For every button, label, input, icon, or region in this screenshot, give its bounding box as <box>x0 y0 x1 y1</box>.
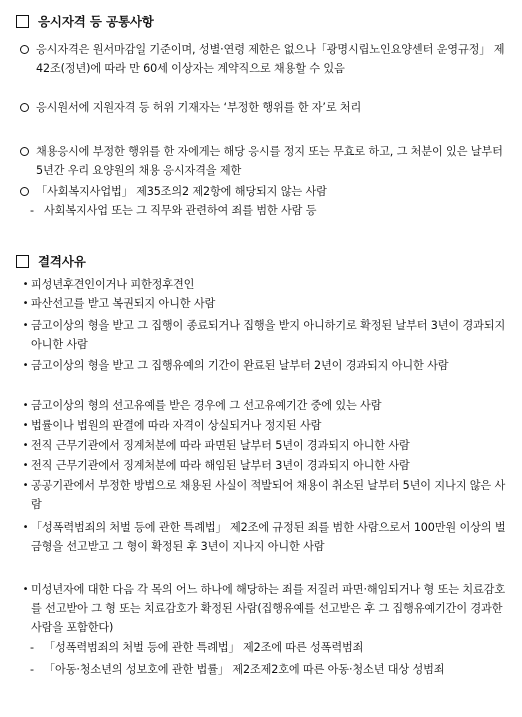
list-item: • 미성년자에 대한 다음 각 목의 어느 하나에 해당하는 죄를 저질러 파면·해임되거나 형 또는 치료감호를 선고받아 그 형 또는 치료감호가 확정된 사람(집행유예를 선고받은 후 그 집행유예기간이 경과한 사람을 포함한다) <box>20 580 508 637</box>
list-item: • 공공기관에서 부정한 방법으로 채용된 사실이 적발되어 채용이 취소된 날부터 5년이 지나지 않은 사람 <box>20 476 508 514</box>
list-item: 「사회복지사업법」 제35조의2 제2항에 해당되지 않는 사람 <box>20 182 508 201</box>
section-title: 결격사유 <box>38 254 86 269</box>
section-heading-common <box>16 12 154 30</box>
sub-list-item: - 「성폭력범죄의 처벌 등에 관한 특례법」 제2조에 따른 성폭력범죄 <box>30 638 508 657</box>
list-item: 응시원서에 지원자격 등 허위 기재자는 ‘부정한 행위를 한 자’로 처리 <box>20 98 508 117</box>
list-item: • 금고이상의 형을 받고 그 집행이 종료되거나 집행을 받지 아니하기로 확정된 날부터 3년이 경과되지 아니한 사람 <box>20 316 508 354</box>
list-item: • 법률이나 법원의 판결에 따라 자격이 상실되거나 정지된 사람 <box>20 416 508 435</box>
dot-bullet-icon: • <box>22 320 29 331</box>
sub-list-item: - 「아동·청소년의 성보호에 관한 법률」 제2조제2호에 따른 아동·청소년 대상 성범죄 <box>30 660 508 679</box>
list-item: • 금고이상의 형의 선고유예를 받은 경우에 그 선고유예기간 중에 있는 사람 <box>20 396 508 415</box>
list-item: 응시자격은 원서마감일 기준이며, 성별·연령 제한은 없으나「광명시립노인요양센터 운영규정」 제42조(정년)에 따라 만 60세 이상자는 계약직으로 채용할 수 있음 <box>20 40 508 78</box>
circle-bullet-icon <box>20 103 29 112</box>
dot-bullet-icon: • <box>22 360 29 371</box>
list-item: • 금고이상의 형을 받고 그 집행유예의 기간이 완료된 날부터 2년이 경과되지 아니한 사람 <box>20 356 508 375</box>
dot-bullet-icon: • <box>22 480 29 491</box>
circle-bullet-icon <box>20 147 29 156</box>
circle-bullet-icon <box>20 187 29 196</box>
dot-bullet-icon: • <box>22 420 29 431</box>
dot-bullet-icon: • <box>22 279 29 290</box>
sub-list-item: - 사회복지사업 또는 그 직무와 관련하여 죄를 범한 사람 등 <box>30 201 508 220</box>
dot-bullet-icon: • <box>22 400 29 411</box>
list-item: • 전직 근무기관에서 징계처분에 따라 파면된 날부터 5년이 경과되지 아니한 사람 <box>20 436 508 455</box>
list-item: • 피성년후견인이거나 피한정후견인 <box>20 275 508 294</box>
section-heading-disqualification <box>16 252 86 270</box>
dot-bullet-icon: • <box>22 584 29 595</box>
list-item: • 「성폭력범죄의 처벌 등에 관한 특례법」 제2조에 규정된 죄를 범한 사람으로서 100만원 이상의 벌금형을 선고받고 그 형이 확정된 후 3년이 지나지 아니한 사람 <box>20 518 508 556</box>
dot-bullet-icon: • <box>22 298 29 309</box>
list-item: • 파산선고를 받고 복권되지 아니한 사람 <box>20 294 508 313</box>
checkbox-icon <box>16 15 29 28</box>
list-item: 채용응시에 부정한 행위를 한 자에게는 해당 응시를 정지 또는 무효로 하고, 그 처분이 있은 날부터 5년간 우리 요양원의 채용 응시자격을 제한 <box>20 142 508 180</box>
circle-bullet-icon <box>20 45 29 54</box>
dash-bullet-icon: - <box>30 641 34 654</box>
dot-bullet-icon: • <box>22 440 29 451</box>
checkbox-icon <box>16 255 29 268</box>
dash-bullet-icon: - <box>30 663 34 676</box>
section-title: 응시자격 등 공통사항 <box>38 14 154 29</box>
dot-bullet-icon: • <box>22 522 29 533</box>
list-item: • 전직 근무기관에서 징계처분에 따라 해임된 날부터 3년이 경과되지 아니한 사람 <box>20 456 508 475</box>
dash-bullet-icon: - <box>30 204 34 217</box>
dot-bullet-icon: • <box>22 460 29 471</box>
